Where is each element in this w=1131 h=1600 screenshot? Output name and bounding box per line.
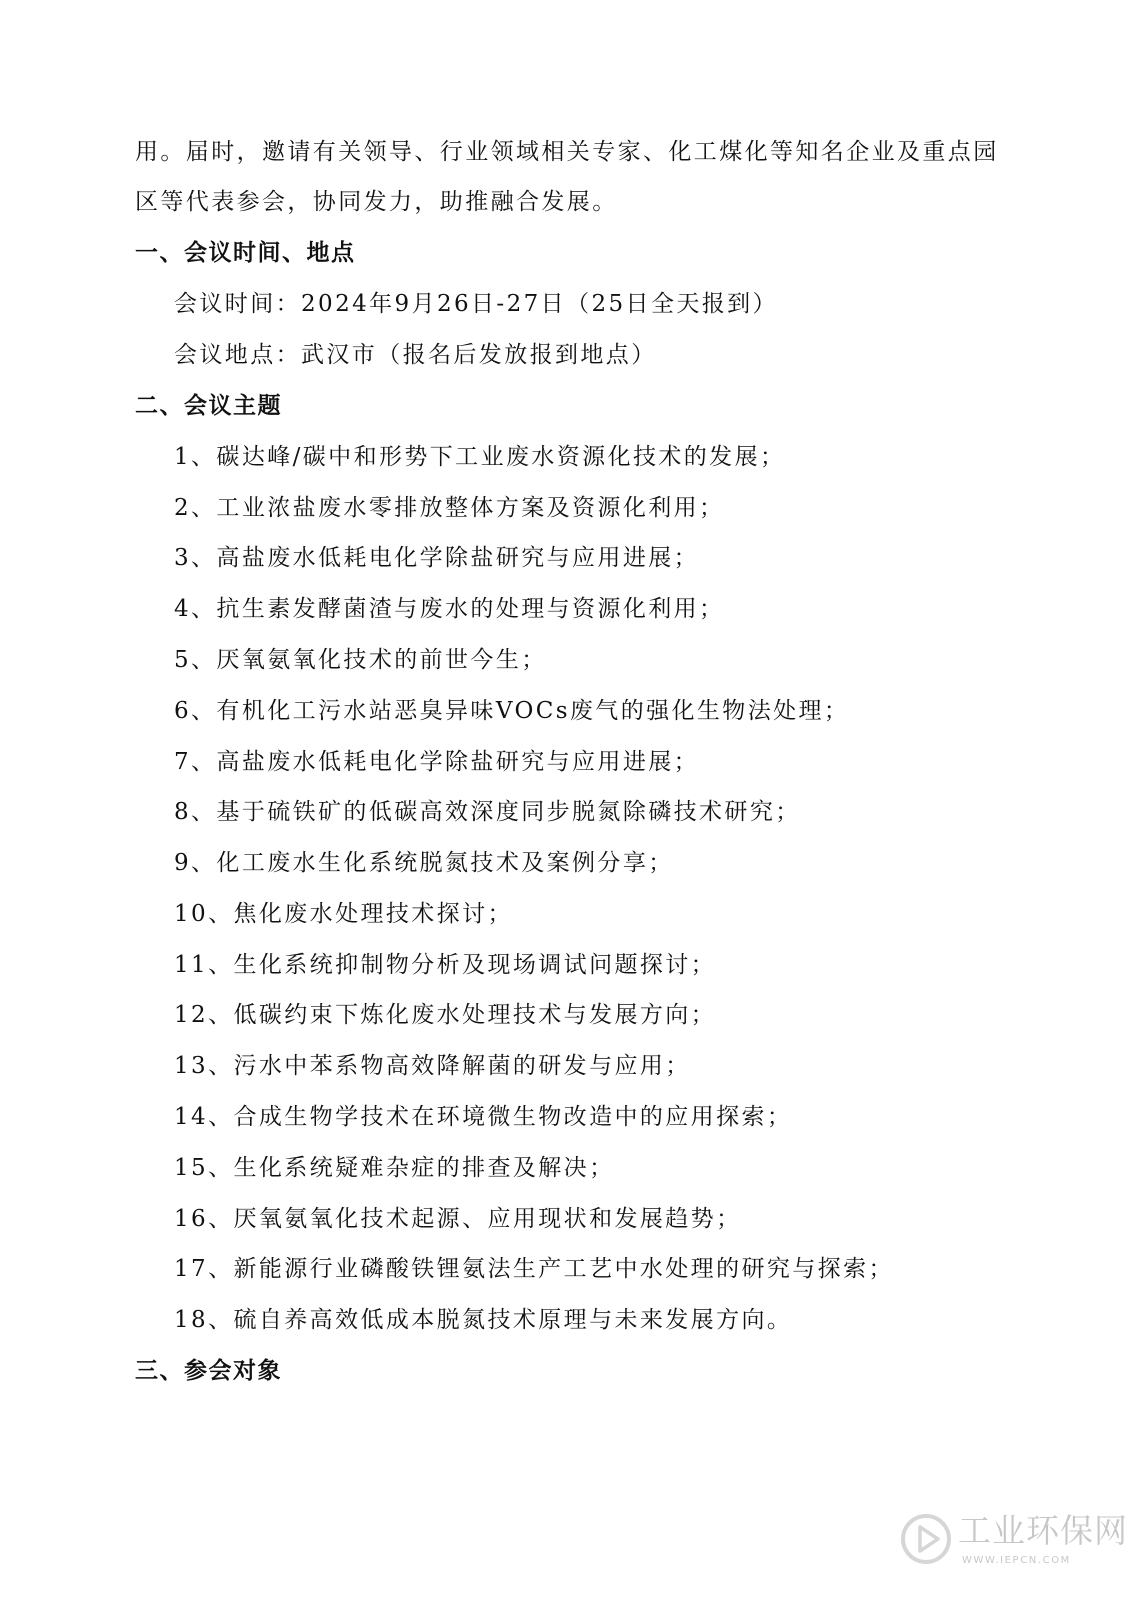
intro-line-2: 区等代表参会，协同发力，助推融合发展。 bbox=[135, 189, 618, 215]
section-heading-topics: 二、会议主题 bbox=[135, 393, 282, 419]
topic-item: 2、工业浓盐废水零排放整体方案及资源化利用； bbox=[174, 495, 725, 521]
topic-item: 8、基于硫铁矿的低碳高效深度同步脱氮除磷技术研究； bbox=[174, 799, 801, 825]
topic-item: 7、高盐废水低耗电化学除盐研究与应用进展； bbox=[174, 749, 700, 775]
topic-item: 11、生化系统抑制物分析及现场调试问题探讨； bbox=[174, 952, 717, 978]
topic-item: 3、高盐废水低耗电化学除盐研究与应用进展； bbox=[174, 545, 700, 571]
section-heading-time-place: 一、会议时间、地点 bbox=[135, 240, 356, 266]
topic-item: 4、抗生素发酵菌渣与废水的处理与资源化利用； bbox=[174, 596, 725, 622]
intro-line-1: 用。届时，邀请有关领导、行业领域相关专家、化工煤化等知名企业及重点园 bbox=[135, 139, 999, 165]
topic-item: 10、焦化废水处理技术探讨； bbox=[174, 901, 513, 927]
meeting-time: 会议时间：2024年9月26日-27日（25日全天报到） bbox=[174, 291, 778, 317]
topic-item: 14、合成生物学技术在环境微生物改造中的应用探索； bbox=[174, 1104, 793, 1130]
watermark-site-url: WWW.IEPCN.COM bbox=[962, 1555, 1071, 1566]
watermark-site-name: 工业环保网 bbox=[958, 1511, 1128, 1550]
watermark bbox=[900, 1503, 1128, 1583]
topic-item: 6、有机化工污水站恶臭异味VOCs废气的强化生物法处理； bbox=[174, 698, 850, 724]
meeting-place: 会议地点：武汉市（报名后发放报到地点） bbox=[174, 342, 657, 368]
topic-item: 13、污水中苯系物高效降解菌的研发与应用； bbox=[174, 1053, 691, 1079]
topic-item: 12、低碳约束下炼化废水处理技术与发展方向； bbox=[174, 1002, 717, 1028]
topic-item: 9、化工废水生化系统脱氮技术及案例分享； bbox=[174, 850, 674, 876]
watermark-logo-icon bbox=[900, 1513, 952, 1565]
topic-item: 1、碳达峰/碳中和形势下工业废水资源化技术的发展； bbox=[174, 444, 786, 470]
topic-item: 5、厌氧氨氧化技术的前世今生； bbox=[174, 647, 547, 673]
section-heading-attendees: 三、参会对象 bbox=[135, 1358, 282, 1384]
topic-item: 16、厌氧氨氧化技术起源、应用现状和发展趋势； bbox=[174, 1206, 742, 1232]
topic-item: 18、硫自养高效低成本脱氮技术原理与未来发展方向。 bbox=[174, 1307, 793, 1333]
topic-item: 17、新能源行业磷酸铁锂氨法生产工艺中水处理的研究与探索； bbox=[174, 1256, 894, 1282]
topic-item: 15、生化系统疑难杂症的排查及解决； bbox=[174, 1155, 615, 1181]
